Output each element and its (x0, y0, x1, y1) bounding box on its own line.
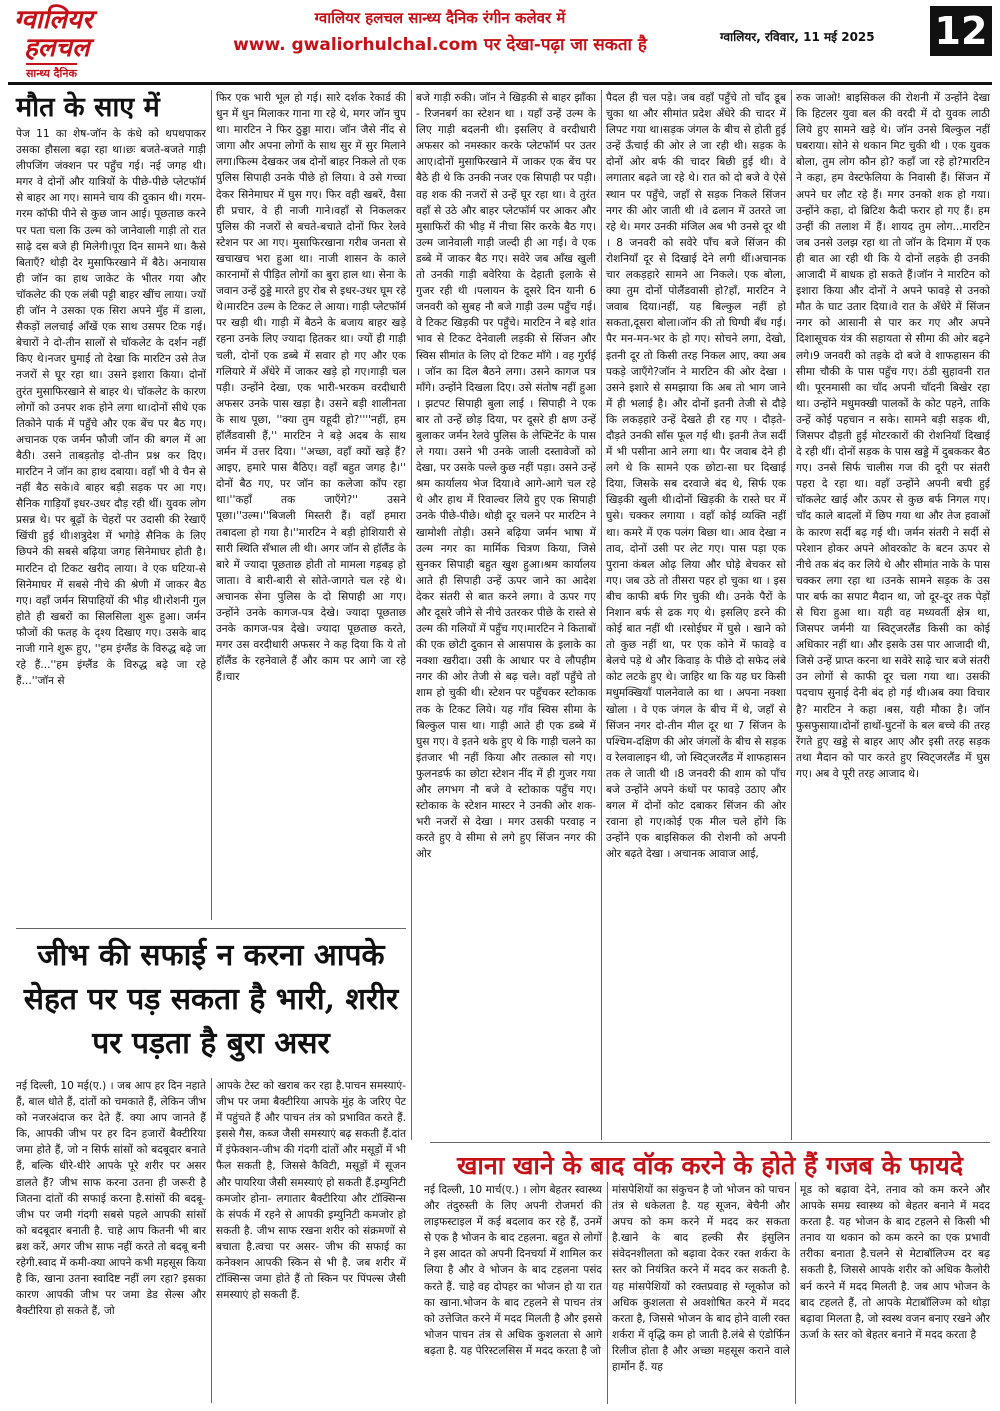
story3-column-2: मांसपेशियों का संकुचन है जो भोजन को पाचन तंत्र से धकेलता है. यह सूजन, बेचैनी और अपच को कम करने में मदद कर सकता है.खाने के बाद हल्की सैर इंसुलिन संवेदनशीलता को बढ़ावा देकर रक्त शर्करा के स्तर को नियंत्रित करने में मदद कर सकती है. यह मांसपेशियों को रक्तप्रवाह से ग्लूकोज को अधिक कुशलता से अवशोषित करने में मदद करता है, जिससे भोजन के बाद होने वाली रक्त शर्करा में वृद्धि कम हो जाती है.लंबे से एंडोर्फिन रिलीज होता है और अच्छा महसूस कराने वाले हार्मोन हैं. यह (612, 1184, 790, 1374)
story1-column-3: बजे गाड़ी रुकी। जॉन ने खिड़की से बाहर झाँका - रिजनबर्ग का स्टेशन था । यहाँ उन्हें उल्म के लिए गाड़ी बदलनी थी। इसलिए वे वरदीधारी अफसर को नमस्कार करके प्लेटफॉर्म पर उतर आए।दोनों मुसाफिरखाने में जाकर एक बेंच पर बैठे ही थे कि उनकी नजर एक सिपाही पर पड़ी। वह शक की नजरों से उन्हें घूर रहा था। वे तुरंत वहाँ से उठे और बाहर प्लेटफॉर्म पर आकर और मुसाफिरों की भीड़ में नीचा सिर करके बैठ गए।उल्म जानेवाली गाड़ी जल्दी ही आ गई। वे एक डब्बे में जाकर बैठ गए। सवेरे जब आँख खुली तो उनकी गाड़ी बवेरिया के देहाती इलाके से गुजर रही थी ।पलायन के दूसरे दिन यानी 6 जनवरी को सुबह नौ बजे गाड़ी उल्म पहुँच गई। वे टिकट खिड़की पर पहुँचे। मारटिन ने बड़े शांत भाव से टिकट देनेवाली लड़की से सिंजन और स्विस सीमांत के लिए दो टिकट माँगे । वह गुर्राई । जॉन का दिल बैठने लगा। उसने कागज पत्र माँगे। उन्होंने दिखला दिए। उसे संतोष नहीं हुआ । झटपट सिपाही बुला लाई । सिपाही ने एक बार तो उन्हें छोड़ दिया, पर दूसरे ही क्षण उन्हें बुलाकर जर्मन रेलवे पुलिस के लेफ्टिनेंट के पास ले गया। उसने भी उनके जाली दस्तावेजों को देखा, पर उसके पल्ले कुछ नहीं पड़ा। उसने उन्हें श्रम कार्यालय भेज दिया।वे आगे-आगे चल रहे थे और हाथ में रिवाल्वर लिये हुए एक सिपाही उनके पीछे-पीछे। थोड़ी दूर चलने पर मारटिन ने खामोशी तोड़ी। उसने बढ़िया जर्मन भाषा में उल्म नगर का मार्मिक चित्रण किया, जिसे सुनकर सिपाही बहुत खुश हुआ।श्रम कार्यालय आते ही सिपाही उन्हें ऊपर जाने का आदेश देकर संतरी से बात करने लगा। वे ऊपर गए और दूसरे जीने से नीचे उतरकर पीछे के रास्ते से उल्म की गलियों में पहुँच गए।मारटिन ने किताबों की एक छोटी दुकान से आसपास के इलाके का नक्शा खरीदा। उसी के आधार पर वे लौपहीम नगर की ओर तेजी से बढ़ चले। वहाँ पहुँचे तो शाम हो चुकी थी। स्टेशन पर पहुँचकर स्टोकाक तक के टिकट लिये। यह गाँव स्विस सीमा के बिल्कुल पास था। गाड़ी आते ही एक डब्बे में घुस गए। वे इतने थके हुए थे कि गाड़ी चलने का इंतजार भी नहीं किया और तत्काल सो गए। फुलनडर्फ का छोटा स्टेशन नींद में ही गुजर गया और लगभग नौ बजे वे स्टोकाक पहुँच गए।स्टोकाक के स्टेशन मास्टर ने उनकी ओर शक-भरी नजरों से देखा । मगर उसकी परवाह न करते हुए वे सीमा से लगे हुए सिंजन नगर की ओर (416, 92, 596, 861)
logo-line-1: ग्वालियर (14, 5, 93, 35)
section-rule (430, 1142, 990, 1143)
column-divider (607, 1182, 608, 1404)
logo-line-3: सान्ध्य दैनिक (26, 63, 77, 81)
column-divider (211, 1078, 212, 1403)
column-divider (791, 90, 792, 1140)
masthead-rule (8, 82, 992, 85)
section-rule (16, 928, 406, 929)
story2-column-1: नई दिल्ली, 10 मई(ए.) । जब आप हर दिन नहाते हैं, बाल धोते हैं, दांतों को चमकाते हैं, लेकिन जीभ को नजरअंदाज कर देते हैं. क्या आप जानते हैं कि, आपकी जीभ पर हर दिन हजारों बैक्टीरिया जमा होते हैं, जो न सिर्फ सांसों को बदबूदार बनाते हैं, बल्कि धीरे-धीरे आपके पूरे शरीर पर असर डालते हैं? जीभ साफ करना उतना ही जरूरी है जितना दांतों की सफाई करना है.सांसों की बदबू-जीभ पर जमी गंदगी सबसे पहले आपकी सांसों को बदबूदार बनाती है. चाहे आप कितनी भी बार ब्रश करें, अगर जीभ साफ नहीं करते तो बदबू बनी रहेगी.स्वाद में कमी-क्या आपने कभी महसूस किया है कि, खाना उतना स्वादिष्ट नहीं लग रहा? इसका कारण आपकी जीभ पर जमा डेड सेल्स और बैक्टीरिया हो सकते हैं, जो (16, 1080, 206, 1318)
promo-line-1: ग्वालियर हलचल सान्ध्य दैनिक रंगीन कलेवर में (314, 9, 566, 27)
story3-headline: खाना खाने के बाद वॉक करने के होते हैं गजब के फायदे (456, 1151, 964, 1180)
column-divider (411, 90, 412, 1140)
dateline: ग्वालियर, रविवार, 11 मई 2025 (720, 30, 875, 44)
promo-line-2: www. gwaliorhulchal.com पर देखा-पढ़ा जा सकता है (233, 35, 647, 55)
story2-headline: जीभ की सफाई न करना आपके सेहत पर पड़ सकता है भारी, शरीर पर पड़ता है बुरा असर (23, 938, 399, 1061)
logo-line-2: हलचल (24, 33, 90, 63)
story1-column-5: रुक जाओ! बाइसिकल की रोशनी में उन्होंने देखा कि हिटलर युवा बल की वरदी में दो युवक लाठी लिये हुए सामने खड़े थे। जॉन उनसे बिल्कुल नहीं घबराया। सोने से थकान मिट चुकी थी । एक युवक बोला, तुम लोग कौन हो? कहाँ जा रहे हो?मारटिन ने कहा, हम वेस्टफेलिया के निवासी हैं। सिंजन में अपने घर लौट रहे हैं। मगर उनको शक हो गया। उन्होंने कहा, दो ब्रिटिश कैदी फरार हो गए हैं। हम उन्हीं की तलाश में हैं। शायद तुम लोग...मारटिन जब उनसे उलझ रहा था तो जॉन के दिमाग में एक ही बात आ रही थी कि ये दोनों लड़के ही उनकी आजादी में बाधक हो सकते हैं।जॉन ने मारटिन को इशारा किया और दोनों ने अपने फावड़े से उनको मौत के घाट उतार दिया।वे रात के अँधेरे में सिंजन नगर को आसानी से पार कर गए और अपने दिशासूचक यंत्र की सहायता से सीमा की ओर बढ़ने लगे।9 जनवरी को तड़के दो बजे वे शाफहासन की सीमा चौकी के पास पहुँच गए। ठंडी सुहावनी रात थी। पूरनमासी का चाँद अपनी चाँदनी बिखेर रहा था। उन्होंने मधुमक्खी पालकों के कोट पहने, ताकि उन्हें कोई पहचान न सके। सामने बड़ी सड़क थी, जिसपर दौड़ती हुई मोटरकारों की रोशनियाँ दिखाई दे रही थीं। दोनों सड़क के पास खड्डे में दुबककर बैठ गए। उनसे सिर्फ चालीस गज की दूरी पर संतरी पहरा दे रहा था। वहाँ उन्होंने अपनी बची हुई चॉकलेट खाई और ऊपर से कुछ बर्फ निगल गए।चाँद काले बादलों में छिप गया था और तेज हवाओं के कारण सर्दी बढ़ गई थी। जर्मन संतरी ने सर्दी से परेशान होकर अपने ओवरकोट के बटन ऊपर से नीचे तक बंद कर लिये थे और सीमांत नाके के पास चक्कर लगा रहा था ।उनके सामने सड़क के उस पार बर्फ का सपाट मैदान था, जो दूर-दूर तक पेड़ों से घिरा हुआ था। यही वह मध्यवर्ती क्षेत्र था, जिसपर जर्मनी या स्विट्जरलैंड किसी का कोई अधिकार नहीं था। और इसके उस पार आजादी थी, जिसे उन्हें प्राप्त करना था सवेरे साढ़े चार बजे संतरी उन लोगों से काफी दूर चला गया था। उसकी पदचाप सुनाई देनी बंद हो गई थी।अब क्या विचार है? मारटिन ने कहा ।बस, यही मौका है। जॉन फुसफुसाया।दोनों हाथों-घुटनों के बल बच्चे की तरह रेंगते हुए खड्डे से बाहर आए और इसी तरह सड़क तथा मैदान को पार करते हुए स्विट्जरलैंड में घुस गए। अब वे पूरी तरह आजाद थे। (796, 92, 990, 780)
masthead (0, 0, 1000, 84)
story3-column-1: नई दिल्ली, 10 मार्च(ए.) । लोग बेहतर स्वास्थ्य और तंदुरुस्ती के लिए अपनी रोजमर्रा की लाइफस्टाइल में कई बदलाव कर रहे हैं, उनमें से एक है भोजन के बाद टहलना. बहुत से लोगों ने इस आदत को अपनी दिनचर्या में शामिल कर लिया है और वे भोजन के बाद टहलना पसंद करते हैं. चाहे वह दोपहर का भोजन हो या रात का खाना.भोजन के बाद टहलने से पाचन तंत्र को उत्तेजित करने में मदद मिलती है और इससे भोजन पाचन तंत्र से अधिक कुशलता से आगे बढ़ता है. यह पेरिस्टलसिस में मदद करता है जो (424, 1184, 602, 1357)
column-divider (601, 90, 602, 1140)
story1-column-1: पेज 11 का शेष-जॉन के कंधे को थपथपाकर उसका हौसला बढ़ा रहा था।छः बजते-बजते गाड़ी लीपजिंग जंक्शन पर पहुँच गई। नई जगह थी। मगर वे दोनों और यात्रियों के पीछे-पीछे प्लेटफॉर्म से बाहर आ गए। सामने चाय की दुकान थी। गरम-गरम कॉफी पीने से कुछ जान आई। पूछताछ करने पर पता चला कि उल्म को जानेवाली गाड़ी तो रात साढ़े दस बजे ही मिलेगी।पूरा दिन सामने था। कैसे बिताएँ? थोड़ी देर मुसाफिरखाने में बैठे। अनायास ही जॉन का हाथ जाकेट के भीतर गया और चॉकलेट की एक लंबी पट्टी बाहर खींच लाया। ज्यों ही जॉन ने उसका एक सिरा अपने मुँह में डाला, सैकड़ों ललचाई आँखें एक साथ उसपर टिक गई। बेचारों ने दो-तीन सालों से चॉकलेट के दर्शन नहीं किए थे।नजर घुमाई तो देखा कि मारटिन उसे तेज नजरों से घूर रहा था। उसने इशारा किया। दोनों तुरंत मुसाफिरखाने से बाहर थे। चॉकलेट के कारण लोगों को उनपर शक होने लगा था।दोनों सीधे एक तिकोने पार्क में पहुँचे और एक बेंच पर बैठ गए। अचानक एक जर्मन फौजी जॉन की बगल में आ बैठी। उसने ताबड़तोड़ दो-तीन प्रश्न कर दिए। मारटिन ने जॉन का हाथ दबाया। वहाँ भी वे चैन से नहीं बैठ सके।वे बाहर बड़ी सड़क पर आ गए। सैनिक गाड़ियाँ इधर-उधर दौड़ रही थीं। युवक लोग प्रसन्न थे। पर बूढ़ों के चेहरों पर उदासी की रेखाएँ खिंची हुई थी।शत्रुदेश में भगोड़े सैनिक के लिए छिपने की सबसे बढ़िया जगह सिनेमाघर होती है। मारटिन दो टिकट खरीद लाया। वे एक घटिया-से सिनेमाघर में सबसे नीचे की श्रेणी में जाकर बैठ गए। वहाँ जर्मन सिपाहियों की भीड़ थी।रोशनी गुल होते ही खबरों का सिलसिला शुरू हुआ। जर्मन फौजों की फतह के दृश्य दिखाए गए। उसके बाद नाजी गाने शुरू हुए, ''हम इंग्लैंड के विरुद्ध बढ़े जा रहे हैं...''हम इंग्लैंड के विरुद्ध बढ़े जा रहे हैं...''जॉन से (16, 128, 206, 688)
newspaper-logo (14, 6, 174, 80)
page-number: 12 (930, 6, 992, 56)
column-divider (211, 90, 212, 920)
story1-column-4: पैदल ही चल पड़े। जब वहाँ पहुँचे तो चाँद डूब चुका था और सीमांत प्रदेश अँधेरे की चादर में लिपट गया था।सड़क जंगल के बीच से होती हुई उन्हें ऊँचाई की ओर ले जा रही थी। सड़क के दोनों ओर बर्फ की चादर बिछी हुई थी। वे लगातार बढ़ते जा रहे थे। रात को दो बजे वे ऐसे स्थान पर पहुँचे, जहाँ से सड़क निकले सिंजन नगर की ओर जाती थी ।वे ढलान में उतरते जा रहे थे। मगर उनकी मंजिल अब भी उनसे दूर थी । 8 जनवरी को सवेरे पाँच बजे सिंजन की रोशनियाँ दूर से दिखाई देने लगी थीं।अचानक चार लकड़हारे सामने आ निकले। एक बोला, क्या तुम दोनों पोलैंडवासी हो?हाँ, मारटिन ने जवाब दिया।नहीं, यह बिल्कुल नहीं हो सकता,दूसरा बोला।जॉन की तो घिग्घी बँध गई। पैर मन-मन-भर के हो गए। सोचने लगा, देखो, इतनी दूर तो किसी तरह निकल आए, क्या अब पकड़े जाएँगे?जॉन ने मारटिन की ओर देखा । उसने इशारे से समझाया कि अब तो भाग जाने में ही भलाई है। और दोनों इतनी तेजी से दौड़े कि लकड़हारे उन्हें देखते ही रह गए । दौड़ते-दौड़ते उनकी साँस फूल गई थी। इतनी तेज सर्दी में भी पसीना आने लगा था। पैर जवाब देने ही लगे थे कि सामने एक छोटा-सा घर दिखाई दिया, जिसके सब दरवाजे बंद थे, सिर्फ एक खिड़की खुली थी।दोनों खिड़की के रास्ते घर में घुसे। चक्कर लगाया । वहाँ कोई व्यक्ति नहीं था। कमरे में एक पलंग बिछा था। आव देखा न ताव, दोनों उसी पर लेट गए। पास पड़ा एक पुराना कंबल ओढ़ लिया और घोड़े बेचकर सो गए। जब उठे तो तीसरा पहर हो चुका था । इस बीच काफी बर्फ गिर चुकी थी। उनके पैरों के निशान बर्फ से ढक गए थे। इसलिए डरने की कोई बात नहीं थी ।रसोईघर में घुसे । खाने को तो कुछ नहीं था, पर एक कोने में फावड़े व बेलचे पड़े थे और किवाड़ के पीछे दो सफेद लंबे कोट लटके हुए थे। जाहिर था कि यह घर किसी मधुमक्खियाँ पालनेवाले का था । अपना नक्शा खोला । वे एक जंगल के बीच में थे, जहाँ से सिंजन नगर दो-तीन मील दूर था 7 सिंजन के पश्चिम-दक्षिण की ओर जंगलों के बीच से सड़क व रेलवालाइन थी, जो स्विट्जरलैंड में शाफहासन तक ले जाती थी ।8 जनवरी की शाम को पाँच बजे उन्होंने अपने कंधों पर फावड़े उठाए और बगल में दोनों कोट दबाकर सिंजन की ओर रवाना हो गए।कोई एक मील चले होंगे कि उन्होंने एक बाइसिकल की रोशनी को अपनी ओर बढ़ते देखा । अचानक आवाज आई, (606, 92, 786, 861)
story1-headline: मौत के साए में (16, 92, 160, 123)
column-divider (795, 1182, 796, 1404)
promo-banner (180, 8, 700, 55)
story2-column-2: आपके टेस्ट को खराब कर रहा है.पाचन समस्याएं- जीभ पर जमा बैक्टीरिया आपके मुंह के जरिए पेट में पहुंचते हैं और पाचन तंत्र को प्रभावित करते हैं. इससे गैस, कब्ज जैसी समस्याएं बढ़ सकती हैं.दांत में इंफेक्शन-जीभ की गंदगी दांतों और मसूड़ों में भी फैल सकती है, जिससे कैविटी, मसूड़ों में सूजन और पायरिया जैसी समस्याएं हो सकती हैं.इम्युनिटी कमजोर होना- लगातार बैक्टीरिया और टॉक्सिन्स के संपर्क में रहने से आपकी इम्युनिटी कमजोर हो सकती है. जीभ साफ रखना शरीर को संक्रमणों से बचाता है.त्वचा पर असर- जीभ की सफाई का कनेक्शन आपकी स्किन से भी है. जब शरीर में टॉक्सिन्स जमा होते हैं तो स्किन पर पिंपल्स जैसी समस्याएं हो सकती हैं. (216, 1080, 406, 1302)
story3-column-3: मूड को बढ़ावा देने, तनाव को कम करने और आपके समग्र स्वास्थ्य को बेहतर बनाने में मदद करता है. यह भोजन के बाद टहलने से किसी भी तनाव या थकान को कम करने का एक प्रभावी तरीका बनाता है.चलने से मेटाबॉलिज्म दर बढ़ सकती है, जिससे आपके शरीर को अधिक कैलोरी बर्न करने में मदद मिलती है. जब आप भोजन के बाद टहलते हैं, तो आपके मेटाबॉलिज्म को थोड़ा बढ़ावा मिलता है, जो स्वस्थ वजन बनाए रखने और ऊर्जा के स्तर को बेहतर बनाने में मदद करता है (800, 1184, 990, 1341)
story1-column-2: फिर एक भारी भूल हो गई। सारे दर्शक रेकार्ड की धुन में धुन मिलाकर गाना गा रहे थे, मगर जॉन चुप था। मारटिन ने फिर ठुड्डा मारा। जॉन जैसे नींद से जागा और अपना लोगों के साथ सुर में सुर मिलाने लगा।फिल्म देखकर जब दोनों बाहर निकले तो एक पुलिस सिपाही उनके पीछे हो लिया। वे उसे गच्चा देकर सिनेमाघर में घुस गए। फिर वही खबरें, वैसा ही प्रचार, वे ही नाजी गाने।वहाँ से निकलकर पुलिस की नजरों से बचते-बचाते दोनों फिर रेलवे स्टेशन पर आ गए। मुसाफिरखाना गरीब जनता से खचाखच भरा हुआ था। नाजी शासन के काले कारनामों से पीड़ित लोगों का बुरा हाल था। सेना के जवान उन्हें ठुड्डे मारते हुए रोब से इधर-उधर घूम रहे थे।मारटिन उल्म के टिकट ले आया। गाड़ी प्लेटफॉर्म पर खड़ी थी। गाड़ी में बैठने के बजाय बाहर खड़े रहना उनके लिए ज्यादा हितकर था। ज्यों ही गाड़ी चली, दोनों एक डब्बे में सवार हो गए और एक गलियारे में अँधेरे में जाकर खड़े हो गए।गाड़ी चल पड़ी। उन्होंने देखा, एक भारी-भरकम वरदीधारी अफसर उनके पास खड़ा है। उसने बड़ी शालीनता के साथ पूछा, ''क्या तुम यहूदी हो?''''नहीं, हम हॉलैंडवासी हैं,'' मारटिन ने बड़े अदब के साथ जर्मन में उत्तर दिया। ''अच्छा, वहाँ क्यों खड़े हैं? आइए, हमारे पास बैठिए। वहाँ बहुत जगह है।'' दोनों बैठ गए, पर जॉन का कलेजा काँप रहा था।''कहाँ तक जाएँगे?'' उसने पूछा।''उल्म।''बिजली मिस्तरी हैं। वहाँ हमारा तबादला हो गया है।''मारटिन ने बड़ी होशियारी से सारी स्थिति सँभाल ली थी। अगर जॉन से हॉलैंड के बारे में ज्यादा पूछताछ होती तो मामला गड़बड़ हो जाता। वे बारी-बारी से सोते-जागते चल रहे थे। अचानक सेना पुलिस के दो सिपाही आ गए। उन्होंने उनके कागज-पत्र देखे। ज्यादा पूछताछ उनके कागज-पत्र देखे। ज्यादा पूछताछ करते, मगर उस वरदीधारी अफसर ने कह दिया कि ये तो हॉलैंड के रहनेवाले हैं और काम पर आगे जा रहे हैं।चार (216, 92, 406, 684)
